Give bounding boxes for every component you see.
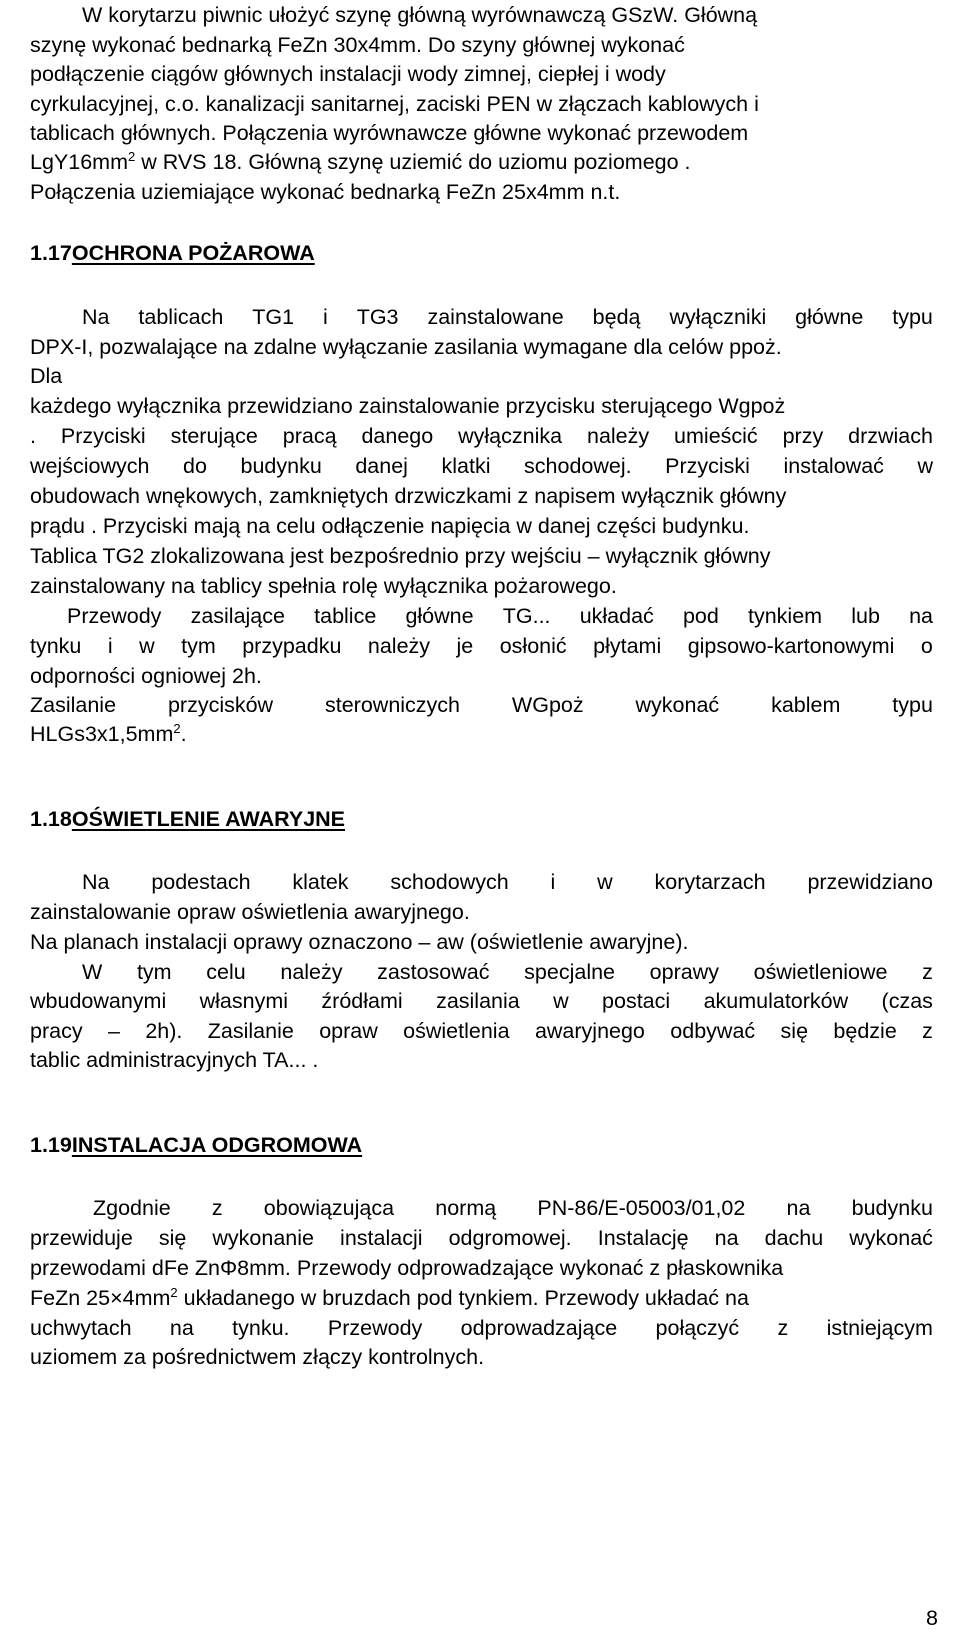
section-heading-1-19: 1.19INSTALACJA ODGROMOWA <box>30 1133 363 1157</box>
section-title: OŚWIETLENIE AWARYJNE <box>71 807 346 831</box>
section-title: INSTALACJA ODGROMOWA <box>71 1133 363 1157</box>
superscript: 2 <box>170 1285 178 1300</box>
superscript: 2 <box>128 149 136 164</box>
text-line: przewodami dFe ZnΦ8mm. Przewody odprowadzające wykonać z płaskownika <box>30 1256 784 1280</box>
superscript: 2 <box>173 721 181 736</box>
text-line: każdego wyłącznika przewidziano zainstalowanie przycisku sterującego Wgpoż <box>30 394 786 418</box>
section-title: OCHRONA POŻAROWA <box>71 241 315 265</box>
section-heading-1-18: 1.18OŚWIETLENIE AWARYJNE <box>30 807 346 831</box>
text-line: Na podestach klatek schodowych i w korytarzach przewidziano <box>82 870 933 894</box>
text-line: Na tablicach TG1 i TG3 zainstalowane będą wyłączniki główne typu <box>82 305 933 329</box>
text-line: W korytarzu piwnic ułożyć szynę główną wyrównawczą GSzW. Główną <box>82 3 758 27</box>
text-line: obudowach wnękowych, zamkniętych drzwiczkami z napisem wyłącznik główny <box>30 484 787 508</box>
text-line: Zasilanie przycisków sterowniczych WGpoż wykonać kablem typu <box>30 693 933 717</box>
text-line: tablic administracyjnych TA... . <box>30 1048 319 1072</box>
text-line: Tablica TG2 zlokalizowana jest bezpośrednio przy wejściu – wyłącznik główny <box>30 544 771 568</box>
text-line: Dla <box>30 364 63 388</box>
text-line: tynku i w tym przypadku należy je osłonić płytami gipsowo-kartonowymi o <box>30 634 933 658</box>
text-line: podłączenie ciągów głównych instalacji wody zimnej, ciepłej i wody <box>30 62 666 86</box>
text-line: szynę wykonać bednarką FeZn 30x4mm. Do szyny głównej wykonać <box>30 33 685 57</box>
text-line: przewiduje się wykonanie instalacji odgromowej. Instalację na dachu wykonać <box>30 1226 933 1250</box>
text-line: W tym celu należy zastosować specjalne oprawy oświetleniowe z <box>82 960 933 984</box>
text-line: . Przyciski sterujące pracą danego wyłącznika należy umieścić przy drzwiach <box>30 424 933 448</box>
text-line: uchwytach na tynku. Przewody odprowadzające połączyć z istniejącym <box>30 1316 933 1340</box>
text-line: Zgodnie z obowiązująca normą PN-86/E-05003/01,02 na budynku <box>93 1196 933 1220</box>
text-line: FeZn $25\times 4mm^2$ układanego w bruzdach pod tynkiem. Przewody układać na <box>30 1285 749 1310</box>
text-line: wbudowanymi własnymi źródłami zasilania w postaci akumulatorków (czas <box>30 989 933 1013</box>
text-line: prądu . Przyciski mają na celu odłączenie napięcia w danej części budynku. <box>30 514 750 538</box>
text-line: uziomem za pośrednictwem złączy kontrolnych. <box>30 1345 485 1369</box>
text-line: Na planach instalacji oprawy oznaczono – aw (oświetlenie awaryjne). <box>30 930 689 954</box>
text-line: DPX-I, pozwalające na zdalne wyłączanie zasilania wymagane dla celów ppoż. <box>30 335 782 359</box>
text-line: odporności ogniowej 2h. <box>30 664 262 688</box>
text-line: zainstalowanie opraw oświetlenia awaryjnego. <box>30 900 470 924</box>
text-line: $LgY16mm^2$ w RVS 18. Główną szynę uziemić do uziomu poziomego . <box>30 149 691 174</box>
section-heading-1-17: 1.17OCHRONA POŻAROWA <box>30 241 315 265</box>
page-number: 8 <box>926 1606 938 1630</box>
text-line: zainstalowany na tablicy spełnia rolę wyłącznika pożarowego. <box>30 574 617 598</box>
text-line: tablicach głównych. Połączenia wyrównawcze główne wykonać przewodem <box>30 121 749 145</box>
text-line: cyrkulacyjnej, c.o. kanalizacji sanitarnej, zaciski PEN w złączach kablowych i <box>30 92 759 116</box>
text-line: Przewody zasilające tablice główne TG... układać pod tynkiem lub na <box>67 604 933 628</box>
text-line: $HLGs3x1,5mm^2$. <box>30 721 187 746</box>
text-line: wejściowych do budynku danej klatki schodowej. Przyciski instalować w <box>30 454 933 478</box>
text-line: pracy – 2h). Zasilanie opraw oświetlenia awaryjnego odbywać się będzie z <box>30 1019 933 1043</box>
text-line: Połączenia uziemiające wykonać bednarką FeZn 25x4mm n.t. <box>30 180 621 204</box>
